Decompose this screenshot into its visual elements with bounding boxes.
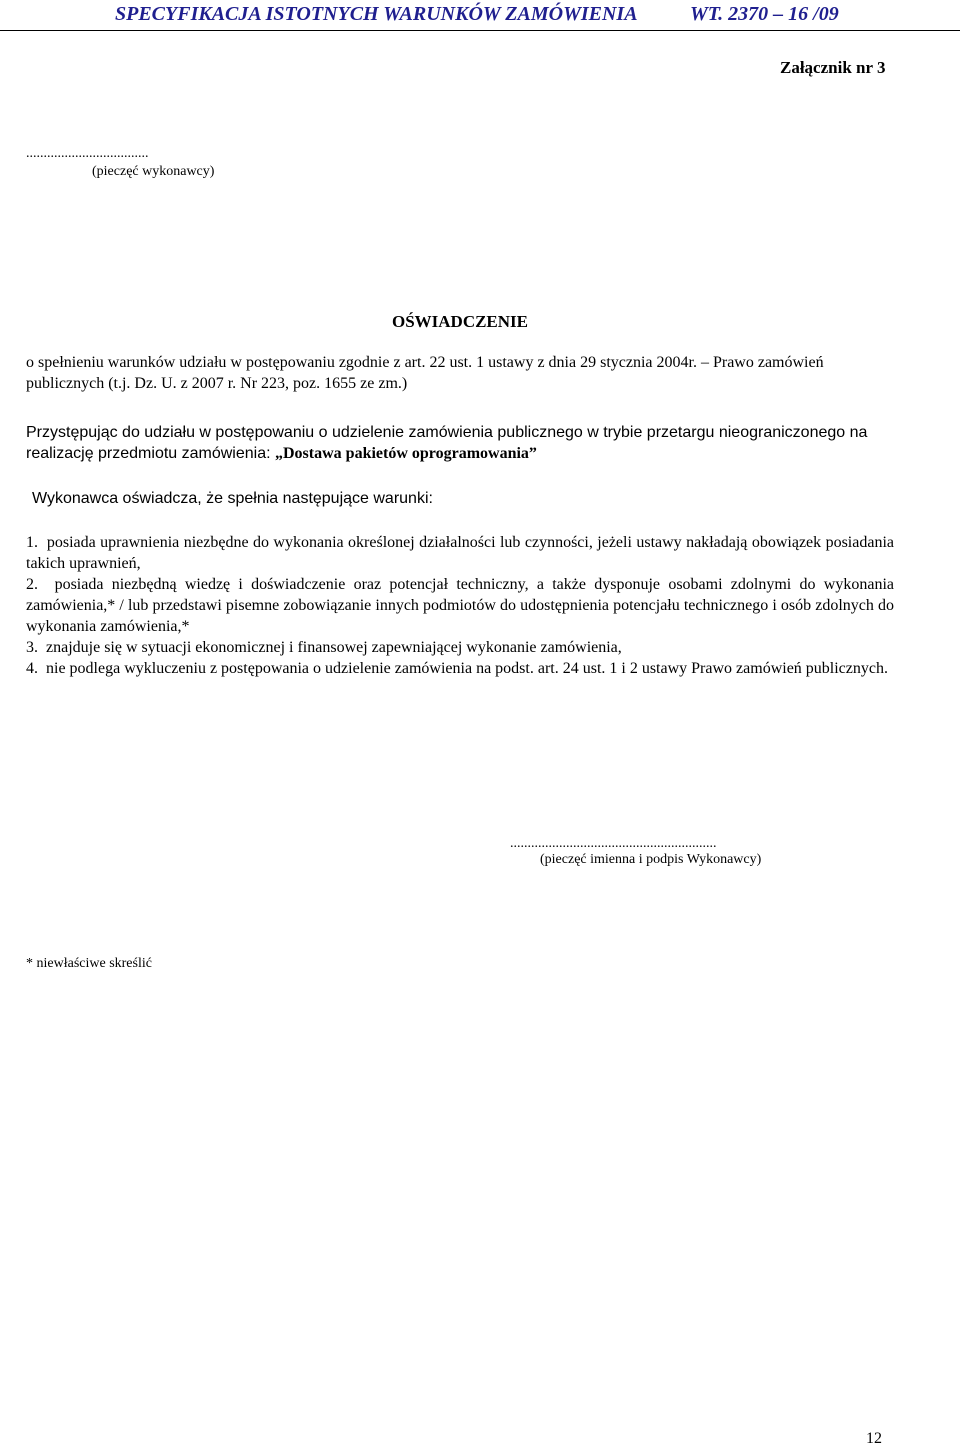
condition-text: posiada uprawnienia niezbędne do wykonania określonej działalności lub czynności, jeżeli ustawy nakładają obowiązek posiadania takich uprawnień,: [26, 534, 895, 572]
condition-number: 3.: [26, 639, 38, 656]
declaration: Wykonawca oświadcza, że spełnia następujące warunki:: [32, 490, 433, 507]
contractor-stamp-line: ...................................: [26, 146, 149, 161]
attachment-label: Załącznik nr 3: [780, 58, 886, 77]
spec-title: SPECYFIKACJA ISTOTNYCH WARUNKÓW ZAMÓWIENIA: [115, 3, 638, 25]
condition-number: 4.: [26, 660, 38, 677]
condition-text: nie podlega wykluczeniu z postępowania o udzielenie zamówienia na podst. art. 24 ust. 1 i 2 ustawy Prawo zamówień publicznych.: [46, 660, 888, 677]
legal-basis: o spełnieniu warunków udziału w postępowaniu zgodnie z art. 22 ust. 1 ustawy z dnia 29 stycznia 2004r. – Prawo zamówień publicznych (t.j. Dz. U. z 2007 r. Nr 223, poz. 1655 ze zm.): [26, 354, 824, 392]
contractor-stamp-caption: (pieczęć wykonawcy): [92, 164, 215, 179]
page-header: [0, 0, 960, 31]
document-title: OŚWIADCZENIE: [391, 312, 529, 331]
intro-paragraph: [26, 422, 894, 464]
signature-caption: (pieczęć imienna i podpis Wykonawcy): [540, 852, 762, 867]
condition-text: znajduje się w sytuacji ekonomicznej i finansowej zapewniającej wykonanie zamówienia,: [46, 639, 622, 656]
condition-text: posiada niezbędną wiedzę i doświadczenie oraz potencjał techniczny, a także dysponuje osobami zdolnymi do wykonania zamówienia,* / lub przedstawi pisemne zobowiązanie innych podmiotów do udostępnienia potencjału technicznego i osób zdolnych do wykonania zamówienia,*: [26, 576, 895, 635]
conditions-list: [26, 532, 894, 679]
condition-item: [26, 532, 894, 574]
intro-text: Przystępując do udziału w postępowaniu o udzielenie zamówienia publicznego w trybie przetargu nieograniczonego na realizację przedmiotu zamówienia:: [26, 424, 868, 462]
condition-item: [26, 637, 894, 658]
condition-item: [26, 574, 894, 637]
signature-line: ...........................................................: [510, 836, 717, 851]
condition-number: 1.: [26, 534, 38, 551]
footnote: * niewłaściwe skreślić: [26, 956, 152, 971]
reference-number: WT. 2370 – 16 /09: [690, 3, 839, 25]
procurement-subject: „Dostawa pakietów oprogramowania”: [275, 445, 537, 462]
page-number: 12: [866, 1430, 882, 1447]
condition-number: 2.: [26, 576, 38, 593]
condition-item: [26, 658, 894, 679]
